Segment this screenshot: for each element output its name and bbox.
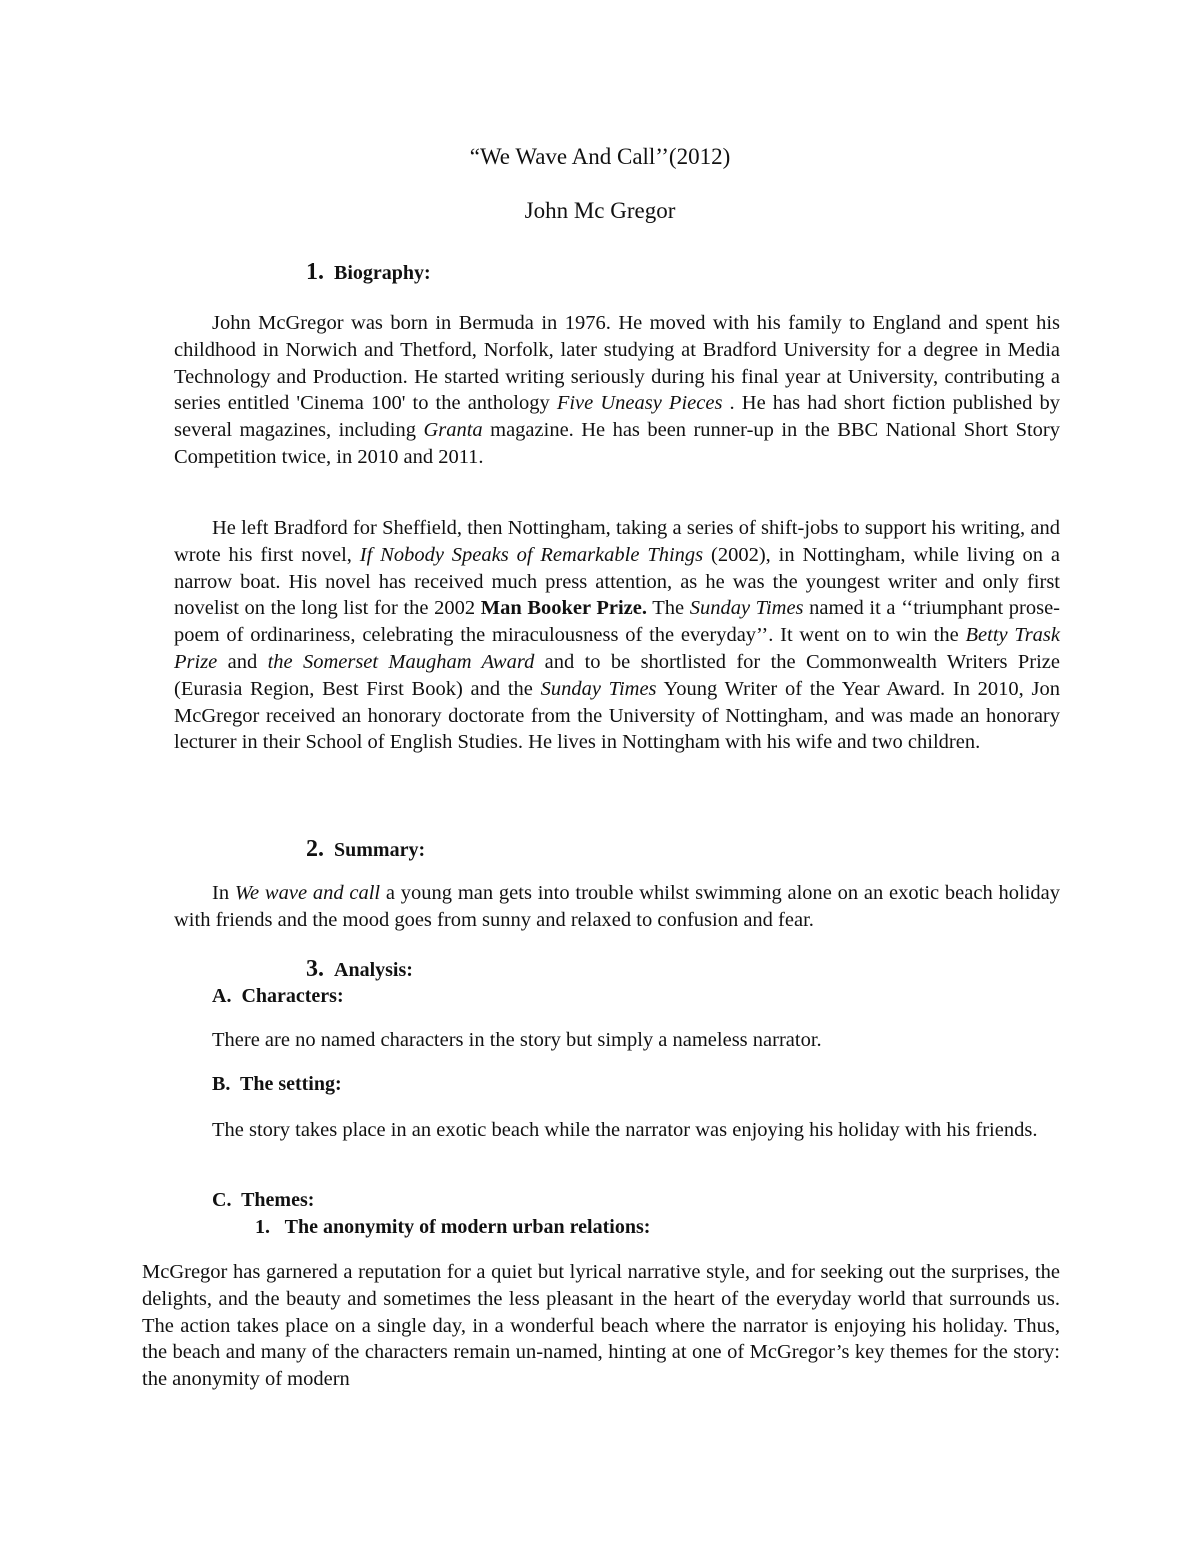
section-label: Analysis: (334, 959, 413, 981)
section-label: Summary: (334, 839, 426, 861)
text-run: and to be shortlisted for the Commonwealth Writers Prize (Eurasia Region, Best First Book) and the (174, 650, 1060, 700)
text-run: (2002), in Nottingham, while living on a narrow boat. His novel has received much press attention, as he was the youngest writer and only first novelist on the long list for the 2002 (174, 543, 1060, 620)
text-run: and (217, 650, 268, 673)
section-number: 1. (306, 259, 324, 285)
text-run: He left Bradford for Sheffield, then Nottingham, taking a series of shift-jobs to support his writing, and wrote his first novel, (174, 517, 1060, 566)
section-heading-biography (306, 259, 431, 286)
italic-title: Sunday Times (540, 677, 657, 700)
text-run: magazine. He has been runner-up in the BBC National Short Story Competition twice, in 2010 and 2011. (174, 419, 1060, 468)
italic-title: Granta (423, 419, 483, 442)
text-run: Young Writer of the Year Award. In 2010, Jon McGregor received an honorary doctorate from the University of Nottingham, and was made an honorary lecturer in their School of English Studies. He lives in Nottingham with his wife and two children. (174, 677, 1060, 754)
text-run: a young man gets into trouble whilst swimming alone on an exotic beach holiday with friends and the mood goes from sunny and relaxed to confusion and fear. (174, 882, 1060, 931)
italic-title: Betty Trask Prize (174, 624, 1060, 673)
section-number: 2. (306, 836, 324, 862)
setting-text: The story takes place in an exotic beach while the narrator was enjoying his holiday with his friends. (212, 1119, 1038, 1141)
italic-title: We wave and call (234, 882, 381, 904)
subheading-characters: A. Characters: (212, 985, 344, 1007)
italic-title: the Somerset Maugham Award (267, 650, 535, 673)
text-run: named it a ‘‘triumphant prose-poem of ordinariness, celebrating the miraculousness of the everyday’’. It went on to win the (174, 597, 1061, 647)
subheading-themes: C. Themes: (212, 1189, 315, 1211)
italic-title: Five Uneasy Pieces (556, 392, 723, 415)
summary-paragraph (174, 880, 1060, 934)
biography-paragraph-2 (174, 515, 1060, 756)
section-number: 3. (306, 956, 324, 982)
document-author: John Mc Gregor (524, 198, 676, 223)
subheading-theme-1: 1. The anonymity of modern urban relations: (255, 1216, 651, 1238)
section-label: Biography: (334, 262, 431, 284)
themes-paragraph: McGregor has garnered a reputation for a quiet but lyrical narrative style, and for seeking out the surprises, the delights, and the beauty and sometimes the less pleasant in the heart of the everyday world that surrounds us. The action takes place on a single day, in a wonderful beach where the narrator is enjoying his holiday. Thus, the beach and many of the characters remain un-named, hinting at one of McGregor’s key themes for the story: the anonymity of modern (142, 1261, 1060, 1391)
section-heading-summary (306, 836, 425, 863)
document-title: “We Wave And Call’’(2012) (469, 144, 731, 169)
text-run: . He has had short fiction published by several magazines, including (174, 392, 1060, 442)
subheading-setting: B. The setting: (212, 1073, 342, 1095)
bold-award: Man Booker Prize. (480, 597, 647, 620)
italic-title: Sunday Times (689, 597, 804, 620)
biography-paragraph-1 (174, 310, 1060, 471)
text-run: In (212, 882, 235, 904)
characters-text: There are no named characters in the story but simply a nameless narrator. (212, 1029, 822, 1051)
section-heading-analysis (306, 956, 413, 983)
text-run: John McGregor was born in Bermuda in 1976. He moved with his family to England and spent his childhood in Norwich and Thetford, Norfolk, later studying at Bradford University for a degree in Media Technology and Production. He started writing seriously during his final year at University, contributing a series entitled 'Cinema 100' to the anthology (174, 312, 1060, 415)
text-run: The (647, 597, 690, 620)
italic-title: If Nobody Speaks of Remarkable Things (359, 543, 704, 566)
